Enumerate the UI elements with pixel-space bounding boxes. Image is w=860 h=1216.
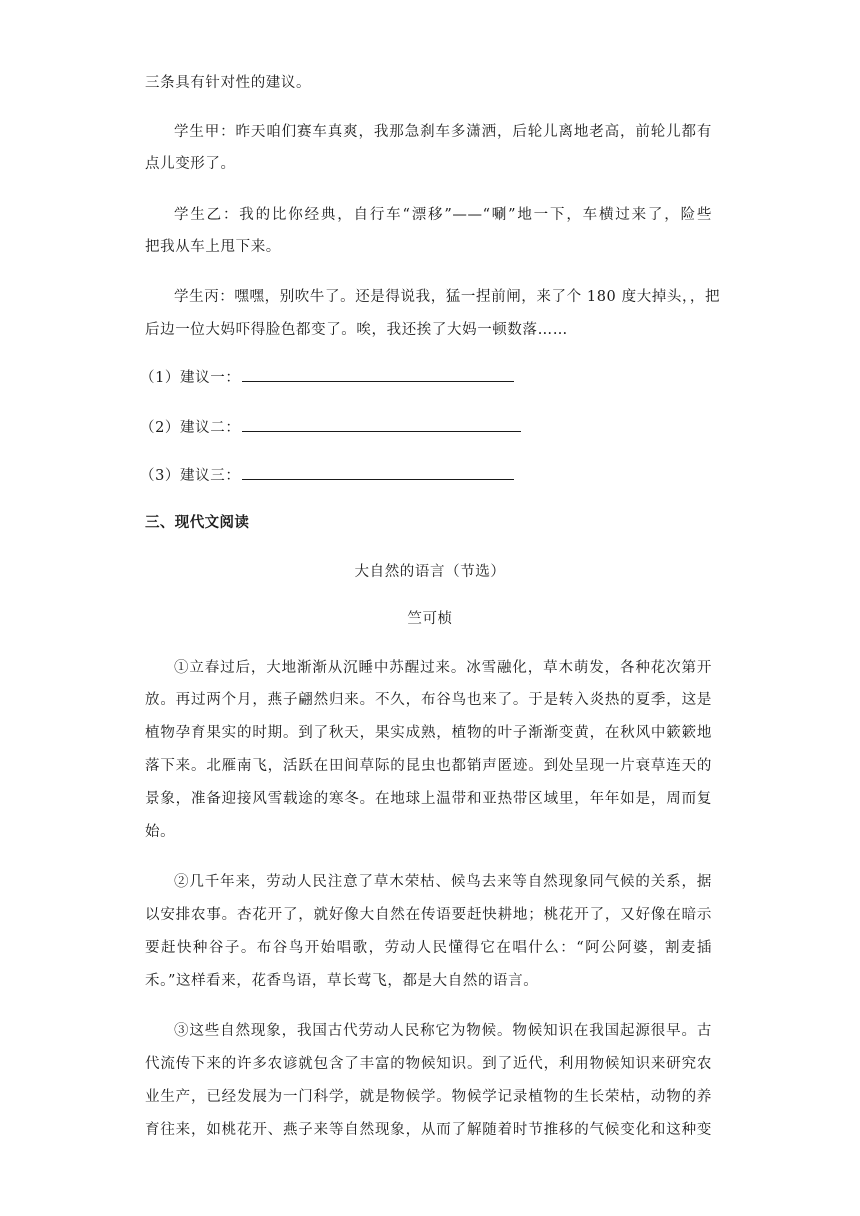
dialogue-student-a-line2: 点儿变形了。 <box>145 156 236 172</box>
paragraph-2-line: ②几千年来，劳动人民注意了草木荣枯、候鸟去来等自然现象同气候的关系，据 <box>174 874 712 890</box>
dialogue-student-c-line2: 后边一位大妈吓得脸色都变了。唉，我还挨了大妈一顿数落…… <box>145 322 568 338</box>
suggestion-3-label: （3）建议三： <box>140 468 241 484</box>
paragraph-1-line: 落下来。北雁南飞，活跃在田间草际的昆虫也都销声匿迹。到处呈现一片衰草连天的 <box>145 758 712 774</box>
suggestion-1-answer-blank[interactable] <box>242 367 514 382</box>
paragraph-2-line: 要赶快种谷子。布谷鸟开始唱歌，劳动人民懂得它在唱什么：“阿公阿婆，割麦插 <box>145 940 712 956</box>
paragraph-1-line: 放。再过两个月，燕子翩然归来。不久，布谷鸟也来了。于是转入炎热的夏季，这是 <box>145 692 712 708</box>
suggestion-2-answer-blank[interactable] <box>242 417 521 432</box>
article-title: 大自然的语言（节选） <box>354 564 506 580</box>
paragraph-2-line: 以安排农事。杏花开了，就好像大自然在传语要赶快耕地；桃花开了，又好像在暗示 <box>145 907 712 923</box>
paragraph-3-line: 育往来，如桃花开、燕子来等自然现象，从而了解随着时节推移的气候变化和这种变 <box>145 1122 712 1138</box>
suggestion-1-label: （1）建议一： <box>140 370 241 386</box>
suggestion-2 <box>140 417 521 438</box>
dialogue-student-c-line1: 学生丙：嘿嘿，别吹牛了。还是得说我，猛一捏前闸，来了个 180 度大掉头，，把 <box>174 289 721 305</box>
suggestion-1 <box>140 367 514 388</box>
suggestion-3-answer-blank[interactable] <box>242 465 514 480</box>
dialogue-student-b-line2: 把我从车上甩下来。 <box>145 239 281 255</box>
paragraph-1-line: ①立春过后，大地渐渐从沉睡中苏醒过来。冰雪融化，草木萌发，各种花次第开 <box>174 660 712 676</box>
dialogue-student-a-line1: 学生甲：昨天咱们赛车真爽，我那急刹车多潇洒，后轮儿离地老高，前轮儿都有 <box>174 124 712 140</box>
intro-line: 三条具有针对性的建议。 <box>145 75 312 91</box>
section-heading: 三、现代文阅读 <box>145 515 250 531</box>
paragraph-3-line: 代流传下来的许多农谚就包含了丰富的物候知识。到了近代，利用物候知识来研究农 <box>145 1056 712 1072</box>
article-author: 竺可桢 <box>407 611 453 627</box>
suggestion-3 <box>140 465 514 486</box>
paragraph-2-line: 禾。”这样看来，花香鸟语，草长莺飞，都是大自然的语言。 <box>145 973 539 989</box>
paragraph-3-line: 业生产，已经发展为一门科学，就是物候学。物候学记录植物的生长荣枯，动物的养 <box>145 1089 712 1105</box>
dialogue-student-b-line1: 学生乙：我的比你经典，自行车“漂移”——“唰”地一下，车横过来了，险些 <box>174 207 712 223</box>
suggestion-2-label: （2）建议二： <box>140 420 241 436</box>
paragraph-1-line: 景象，准备迎接风雪载途的寒冬。在地球上温带和亚热带区域里，年年如是，周而复 <box>145 791 712 807</box>
paragraph-1-line: 始。 <box>145 824 176 840</box>
paragraph-1-line: 植物孕育果实的时期。到了秋天，果实成熟，植物的叶子渐渐变黄，在秋风中簌簌地 <box>145 725 712 741</box>
paragraph-3-line: ③这些自然现象，我国古代劳动人民称它为物候。物候知识在我国起源很早。古 <box>174 1023 712 1039</box>
